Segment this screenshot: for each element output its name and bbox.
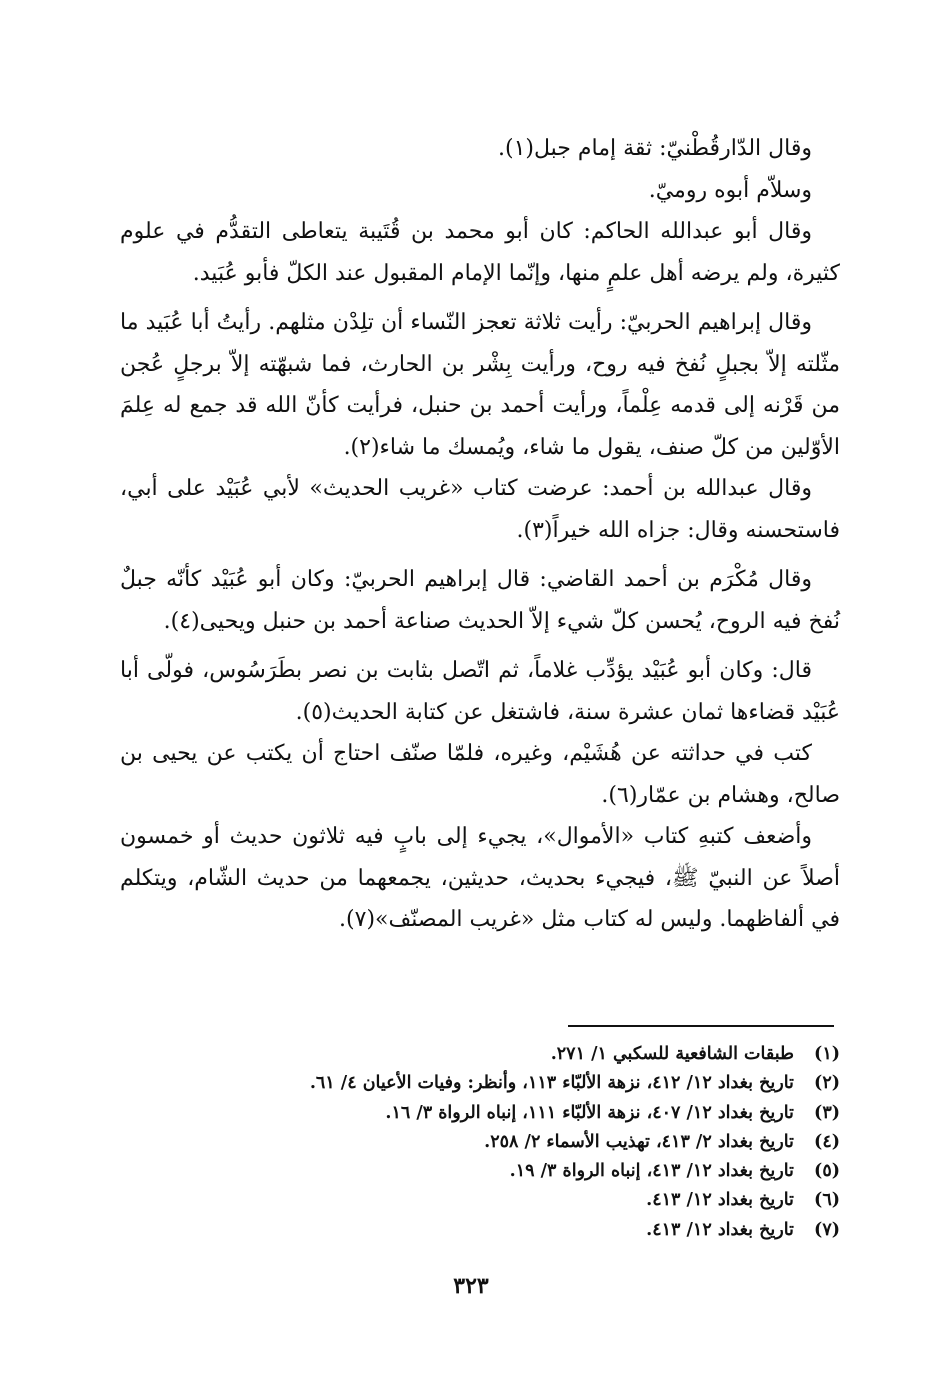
paragraph-6: وقال مُكْرَم بن أحمد القاضي: قال إبراهيم الحربيّ: وكان أبو عُبَيْد كأنّه جبلٌ نُفخ فيه الروح، يُحسن كلّ شيء إلاّ الحديث صناعة أحمد بن حنبل ويحيى(٤). bbox=[120, 567, 840, 634]
footnote-2 bbox=[240, 1069, 840, 1098]
footnote-number: (٦) bbox=[814, 1190, 840, 1211]
paragraph-1: وقال الدّارقُطْنيّ: ثقة إمام جبل(١). bbox=[497, 136, 812, 161]
paragraph-9: وأضعف كتبهِ كتاب «الأموال»، يجيء إلى بابٍ فيه ثلاثون حديث أو خمسون أصلاً عن النبيّ ﷺ، فيجيء بحديث، حديثين، يجمعهما من حديث الشّام، ويتكلم في ألفاظهما. وليس له كتاب مثل «غريب المصنّف»(٧). bbox=[120, 824, 840, 932]
footnote-number: (٥) bbox=[814, 1161, 840, 1182]
page-number: ٣٢٣ bbox=[453, 1273, 489, 1299]
footnote-number: (٢) bbox=[814, 1073, 840, 1094]
footnote-7 bbox=[240, 1216, 840, 1245]
footnote-4 bbox=[240, 1128, 840, 1157]
footnote-text: تاريخ بغداد ١٢/ ٤١٣. bbox=[646, 1219, 794, 1240]
footnote-text: تاريخ بغداد ١٢/ ٤٠٧، نزهة الألبّاء ١١١، إنباه الرواة ٣/ ١٦. bbox=[385, 1102, 794, 1123]
footnote-text: تاريخ بغداد ١٢/ ٤١٣، إنباه الرواة ٣/ ١٩. bbox=[509, 1161, 794, 1182]
footnote-1 bbox=[240, 1040, 840, 1069]
paragraph-5: وقال عبدالله بن أحمد: عرضت كتاب «غريب الحديث» لأبي عُبَيْد على أبي، فاستحسنه وقال: جزاه الله خيراً(٣). bbox=[120, 476, 840, 543]
footnote-6 bbox=[240, 1186, 840, 1215]
footnote-divider bbox=[568, 1025, 834, 1027]
footnote-text: طبقات الشافعية للسكبي ١/ ٢٧١. bbox=[550, 1044, 794, 1064]
footnote-text: تاريخ بغداد ١٢/ ٤١٢، نزهة الألبّاء ١١٣، وأنظر: وفيات الأعيان ٤/ ٦١. bbox=[309, 1073, 794, 1094]
paragraph-7: قال: وكان أبو عُبَيْد يؤدِّب غلاماً، ثم اتّصل بثابت بن نصر بطَرَسُوس، فولّى أبا عُبَيْد قضاءها ثمان عشرة سنة، فاشتغل عن كتابة الحديث(٥). bbox=[120, 658, 840, 725]
footnote-number: (٣) bbox=[814, 1102, 840, 1123]
main-text bbox=[120, 128, 840, 941]
footnote-text: تاريخ بغداد ٢/ ٤١٣، تهذيب الأسماء ٢/ ٢٥٨. bbox=[484, 1131, 794, 1152]
footnote-3 bbox=[240, 1099, 840, 1128]
footnote-number: (١) bbox=[814, 1044, 840, 1064]
paragraph-4: وقال إبراهيم الحربيّ: رأيت ثلاثة تعجز النّساء أن تلِدْن مثلهم. رأيتُ أبا عُبَيد ما مثّلته إلاّ بجبلٍ نُفخ فيه روح، ورأيت بِشْر بن الحارث، فما شبهّته إلاّ برجلٍ عُجن من قَرْنه إلى قدمه عِلْماً، ورأيت أحمد بن حنبل، فرأيت كأنّ الله قد جمع له عِلمَ الأوّلين من كلّ صنف، يقول ما شاء، ويُمسك ما شاء(٢). bbox=[120, 310, 840, 460]
footnote-number: (٤) bbox=[814, 1131, 840, 1152]
footnote-text: تاريخ بغداد ١٢/ ٤١٣. bbox=[646, 1190, 794, 1211]
footnote-5 bbox=[240, 1157, 840, 1186]
paragraph-3: وقال أبو عبدالله الحاكم: كان أبو محمد بن قُتَيبة يتعاطى التقدُّم في علوم كثيرة، ولم يرضه أهل علمٍ منها، وإنّما الإمام المقبول عند الكلّ فأبو عُبَيد. bbox=[120, 219, 840, 286]
footnotes bbox=[240, 1040, 840, 1245]
footnote-number: (٧) bbox=[814, 1219, 840, 1240]
paragraph-8: كتب في حداثته عن هُشَيْم، وغيره، فلمّا صنّف احتاج أن يكتب عن يحيى بن صالح، وهشام بن عمّار(٦). bbox=[120, 741, 840, 808]
paragraph-2: وسلاّم أبوه روميّ. bbox=[648, 177, 812, 203]
